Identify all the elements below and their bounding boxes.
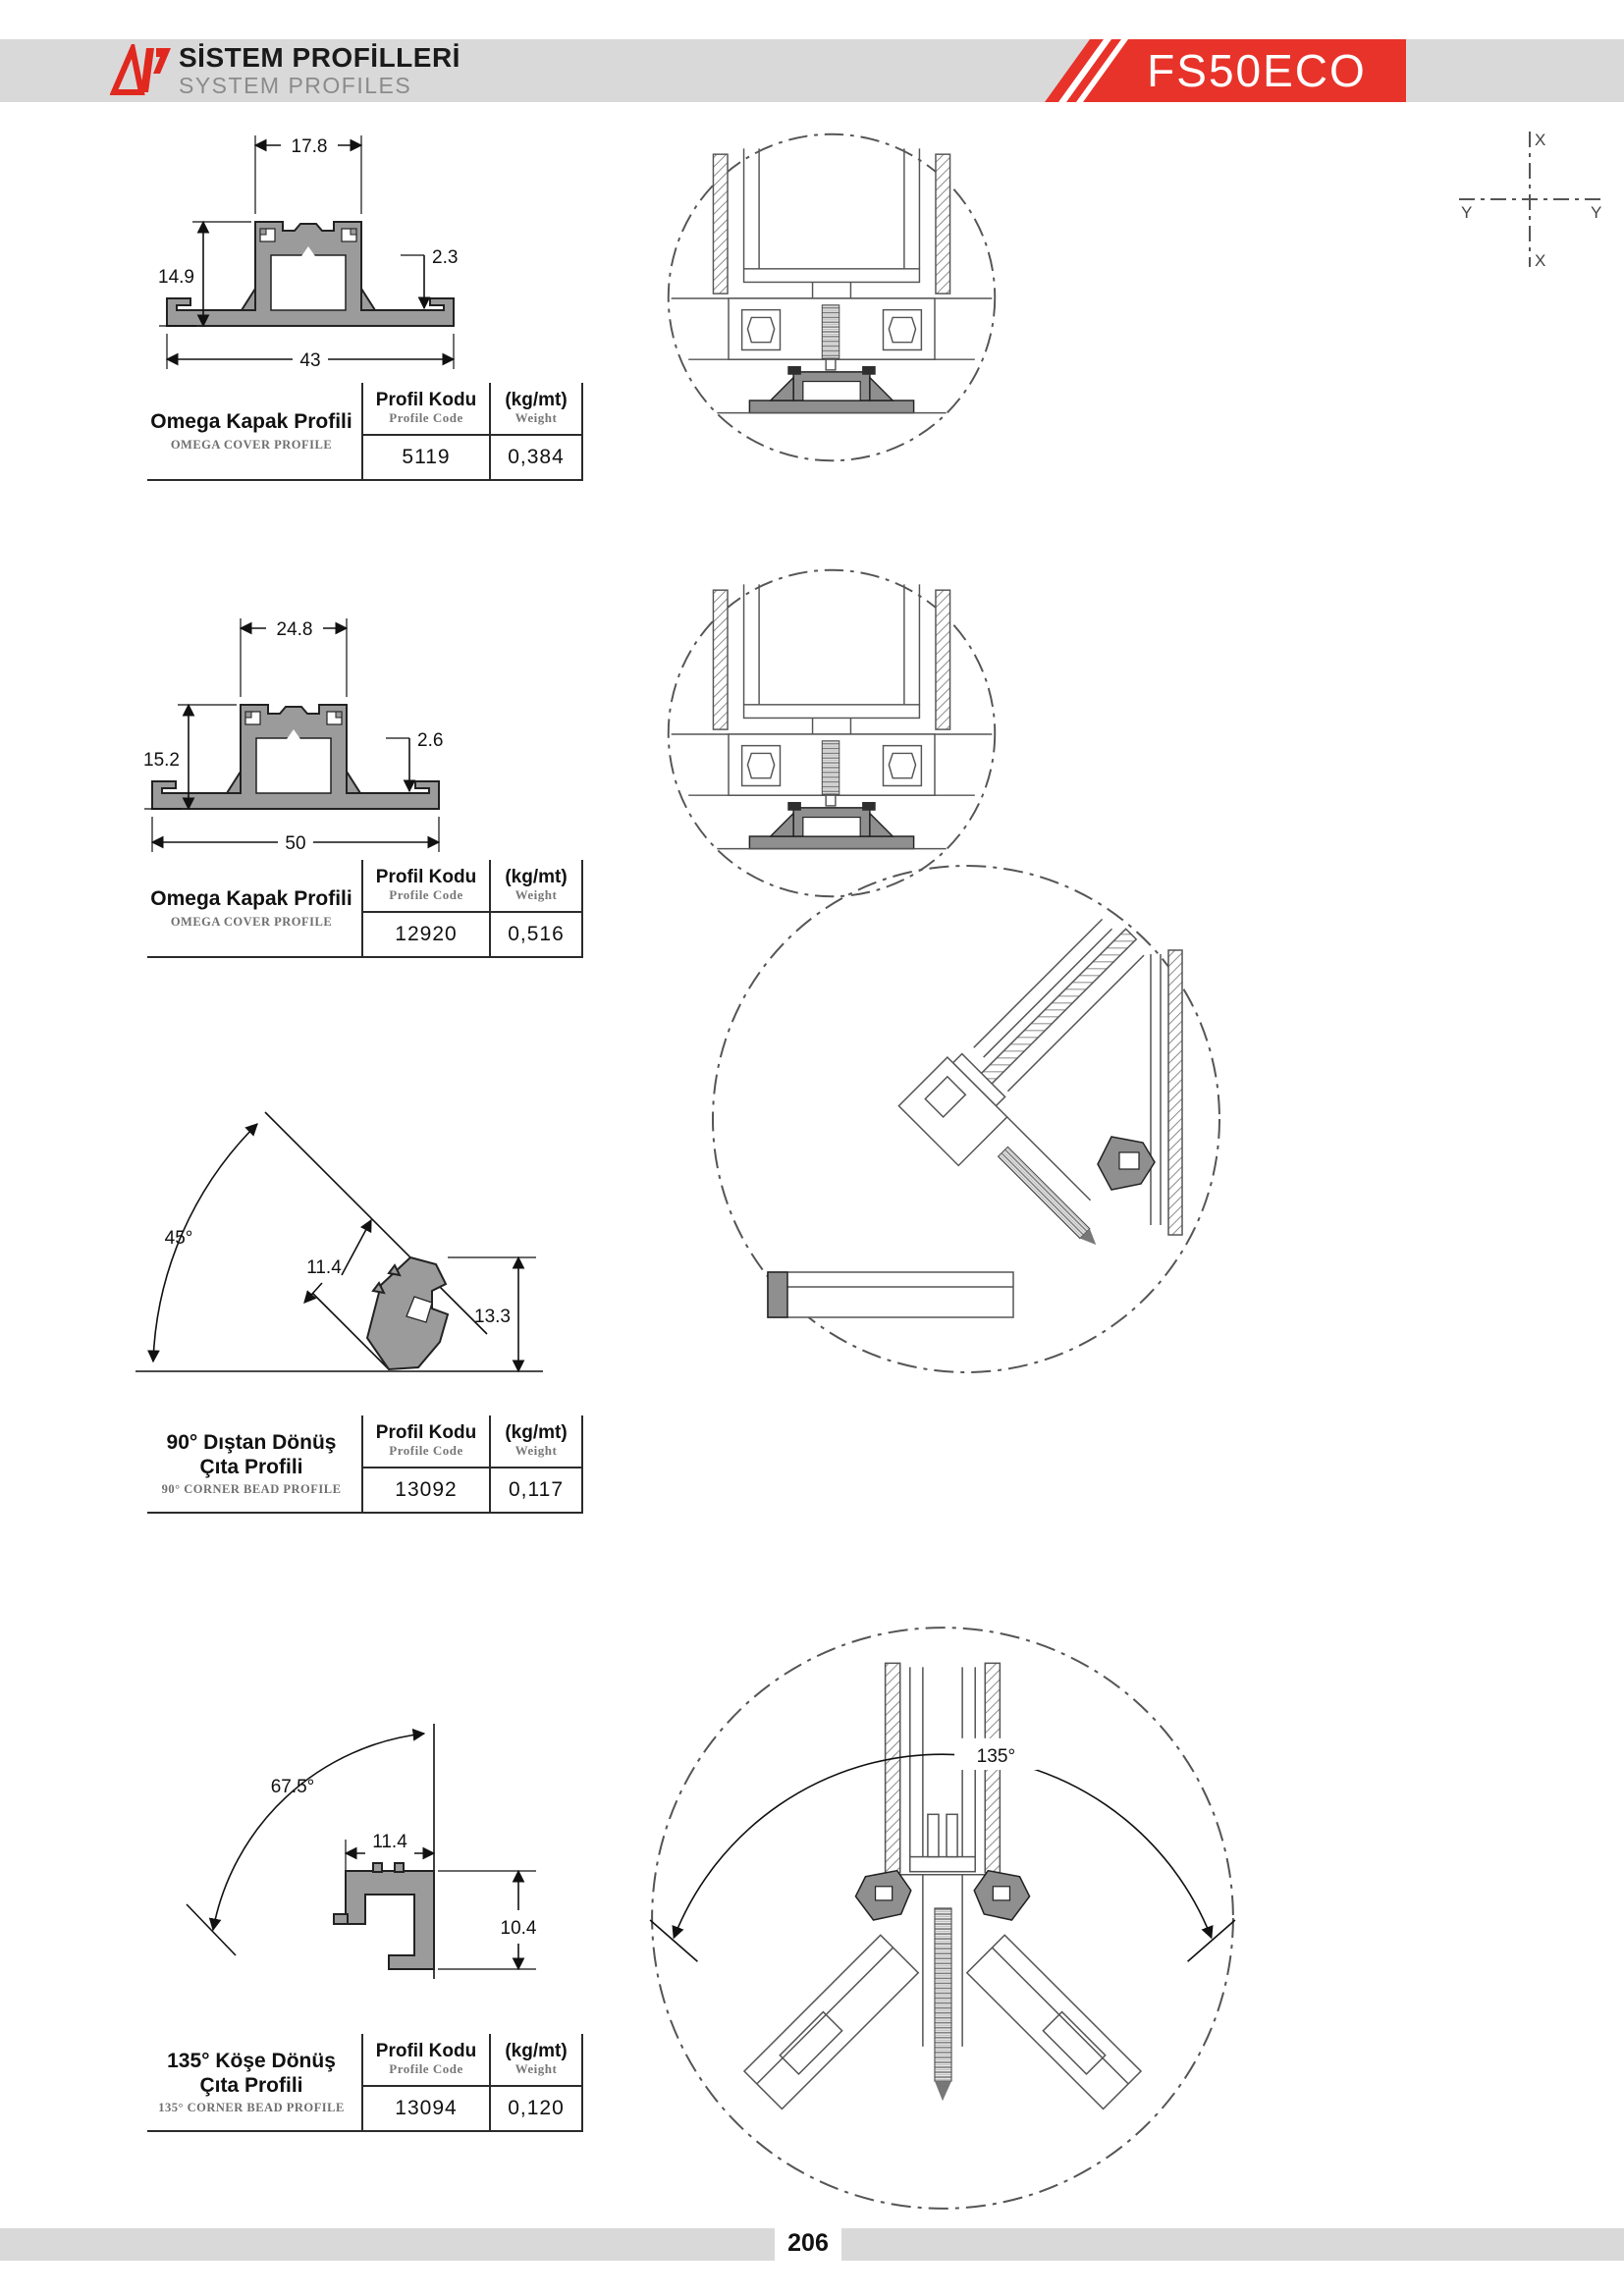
profile-weight-value: 0,120 [508,2097,565,2119]
dim-height: 13.3 [474,1307,511,1327]
profile-name-en: 135° CORNER BEAD PROFILE [158,2101,345,2115]
dim-height: 14.9 [158,267,194,288]
code-header: Profil Kodu Profile Code [363,2034,489,2087]
profile-name-tr: 90° Dıştan Dönüş [166,1430,337,1454]
profile-name-tr: Omega Kapak Profili [150,410,352,434]
weight-header: (kg/mt) Weight [491,2034,581,2087]
profile-code-value: 13092 [395,1478,458,1501]
omega-profile-drawing-1 [108,106,569,400]
dim-angle: 67.5° [270,1777,315,1797]
profile-weight-value: 0,516 [508,923,565,945]
profile-code-value: 12920 [395,923,458,945]
axis-x-bottom-label: X [1535,251,1546,270]
code-header: Profil Kodu Profile Code [363,383,489,436]
profile-name-en: OMEGA COVER PROFILE [170,437,333,452]
weight-header: (kg/mt) Weight [491,1415,581,1468]
corner90-profile-drawing [77,1065,568,1404]
header-titles [179,43,460,98]
profile-table-4 [147,2034,583,2132]
brand-logo-icon [110,44,171,95]
weight-header: (kg/mt) Weight [491,383,581,436]
profile-table-1 [147,383,583,481]
profile-name-tr: 135° Köşe Dönüş [167,2049,336,2072]
profile-name-cell [147,1415,361,1512]
dim-wall: 2.3 [432,247,459,268]
profile-name-tr-2: Çıta Profili [199,2074,303,2097]
corner135-profile-drawing [79,1559,589,2050]
dim-angle: 45° [164,1228,193,1249]
profile-weight-value: 0,117 [509,1478,564,1501]
axis-cross-icon [1451,126,1608,278]
series-badge-label: FS50ECO [1147,45,1367,96]
profile-name-cell [147,860,361,956]
profile-code-value: 13094 [395,2097,458,2119]
dim-top-width: 17.8 [291,136,328,157]
profile-name-en: OMEGA COVER PROFILE [170,914,333,929]
profile-table-2 [147,860,583,958]
profile-name-tr-2: Çıta Profili [199,1456,303,1478]
dim-wall: 2.6 [417,730,444,751]
axis-y-right-label: Y [1591,203,1602,222]
detail-angle-label: 135° [976,1745,1016,1767]
omega-profile-drawing-2 [93,589,555,883]
profile-name-tr: Omega Kapak Profili [150,887,352,911]
dim-top-width: 24.8 [276,619,313,640]
profile-table-3 [147,1415,583,1514]
profile-name-cell [147,2034,361,2130]
profile-name-cell [147,383,361,479]
axis-x-top-label: X [1535,131,1546,149]
dim-bottom-width: 50 [285,833,306,854]
assembly-detail-4 [636,1612,1249,2224]
page-subtitle: SYSTEM PROFILES [179,73,412,99]
series-badge [1043,39,1406,107]
dim-height: 10.4 [500,1918,537,1939]
profile-code-value: 5119 [402,446,451,468]
axis-y-left-label: Y [1461,203,1473,222]
page-title: SİSTEM PROFİLLERİ [179,42,460,73]
profile-weight-value: 0,384 [508,446,565,468]
dim-width: 11.4 [372,1832,407,1852]
assembly-detail-3 [699,852,1234,1387]
dim-bottom-width: 43 [299,350,321,371]
weight-header: (kg/mt) Weight [491,860,581,913]
code-header: Profil Kodu Profile Code [363,860,489,913]
dim-width: 11.4 [306,1257,342,1278]
assembly-detail-1 [660,126,1003,469]
code-header: Profil Kodu Profile Code [363,1415,489,1468]
dim-height: 15.2 [143,750,180,771]
brand-logo [110,44,171,100]
profile-name-en: 90° CORNER BEAD PROFILE [161,1482,342,1497]
page-number: 206 [775,2226,841,2261]
